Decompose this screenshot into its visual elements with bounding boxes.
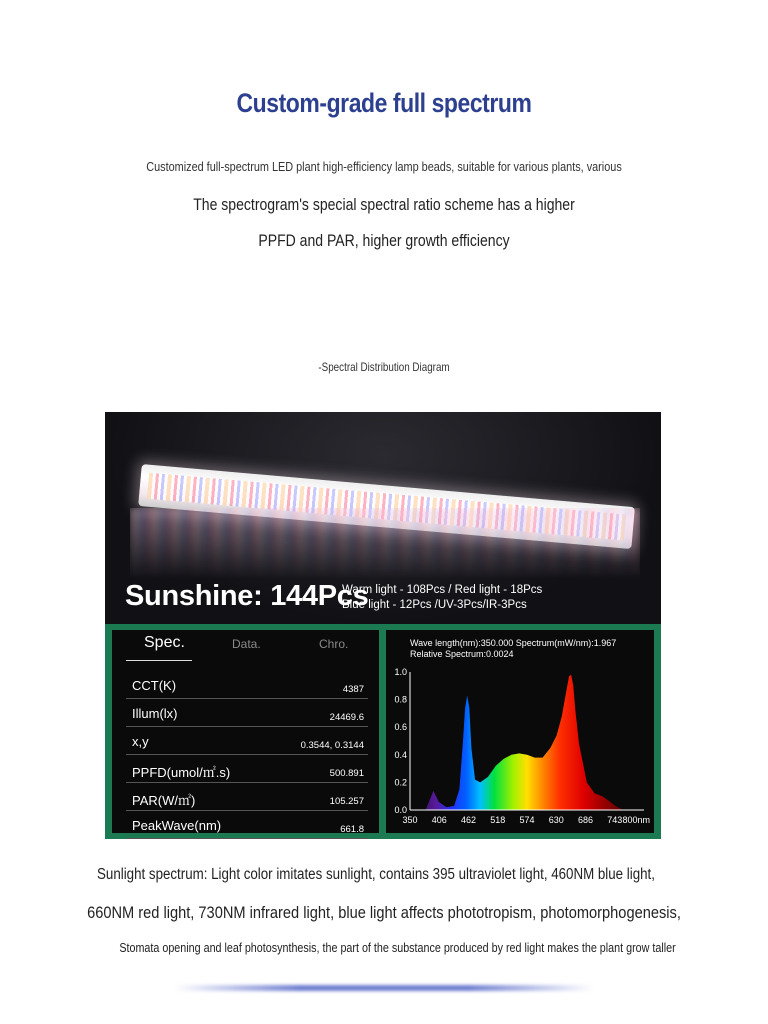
x-tick-label: 630 <box>548 815 564 825</box>
x-tick-label: 686 <box>577 815 594 825</box>
relative-spectrum-readout: Relative Spectrum:0.0024 <box>410 649 514 659</box>
y-tick-label: 0.8 <box>394 694 407 705</box>
spec-name: Illum(lx) <box>132 706 178 721</box>
spec-panel <box>112 630 379 833</box>
subtitle-line-2: PPFD and PAR, higher growth efficiency <box>258 232 510 250</box>
description-line-1: Sunlight spectrum: Light color imitates sunlight, contains 395 ultraviolet light, 460NM blue light, <box>97 866 655 883</box>
led-count-line-1: Warm light - 108Pcs / Red light - 18Pcs <box>342 584 543 596</box>
x-tick-label: 743 <box>607 815 623 825</box>
spec-value: 105.257 <box>329 796 364 807</box>
spec-value: 500.891 <box>329 768 364 779</box>
spec-name: x,y <box>132 734 149 749</box>
spec-name: PeakWave(nm) <box>132 818 222 833</box>
sunshine-headline: Sunshine: 144Pcs <box>125 580 369 612</box>
product-image <box>105 412 661 839</box>
x-tick-label: 800nm <box>622 815 650 825</box>
description-line-3: Stomata opening and leaf photosynthesis, the part of the substance produced by red light makes the plant grow taller <box>119 941 676 955</box>
tab-data: Data. <box>232 637 261 651</box>
spec-value: 24469.6 <box>329 712 364 723</box>
spec-name: PAR(W/㎡) <box>132 793 196 808</box>
x-tick-label: 406 <box>431 815 447 825</box>
y-tick-label: 0.0 <box>394 805 407 815</box>
spec-row <box>126 670 368 699</box>
lamp-photo <box>105 412 661 624</box>
x-tick-label: 574 <box>519 815 535 825</box>
x-tick-label: 462 <box>460 815 477 825</box>
subtitle-small: Customized full-spectrum LED plant high-efficiency lamp beads, suitable for various plants, various <box>146 160 622 174</box>
spectrum-series-area <box>410 675 644 810</box>
spec-row <box>126 810 368 839</box>
spectrum-chart <box>386 630 654 833</box>
tab-chro: Chro. <box>319 637 349 651</box>
subtitle-line-1: The spectrogram's special spectral ratio scheme has a higher <box>193 196 575 214</box>
spectrum-panel <box>386 630 654 833</box>
x-tick-label: 350 <box>402 815 418 825</box>
decorative-divider <box>175 985 593 991</box>
spec-row <box>126 754 368 783</box>
y-tick-label: 0.4 <box>394 749 407 760</box>
spec-value: 0.3544, 0.3144 <box>300 740 364 751</box>
spec-row <box>126 726 368 755</box>
spec-row <box>126 698 368 727</box>
spec-row <box>126 782 368 811</box>
spec-value: 4387 <box>342 684 364 695</box>
x-tick-label: 518 <box>490 815 506 825</box>
y-tick-label: 1.0 <box>394 667 407 677</box>
description-line-2: 660NM red light, 730NM infrared light, blue light affects phototropism, photomorphogenesis, <box>87 903 681 922</box>
page-title: Custom-grade full spectrum <box>236 88 532 118</box>
tab-underline <box>126 660 192 661</box>
spec-name: PPFD(umol/㎡.s) <box>132 765 231 780</box>
wave-readout: Wave length(nm):350.000 Spectrum(mW/nm):1.967 <box>410 638 617 648</box>
diagram-label: -Spectral Distribution Diagram <box>318 360 450 374</box>
y-tick-label: 0.6 <box>394 722 407 733</box>
tab-spec: Spec. <box>144 634 185 651</box>
led-count-line-2: Blue light - 12Pcs /UV-3Pcs/IR-3Pcs <box>342 599 527 611</box>
y-tick-label: 0.2 <box>394 777 407 788</box>
lamp-reflection <box>130 508 640 580</box>
spec-tabs <box>112 634 379 660</box>
spec-name: CCT(K) <box>132 678 177 693</box>
spec-value: 661.8 <box>340 824 364 835</box>
